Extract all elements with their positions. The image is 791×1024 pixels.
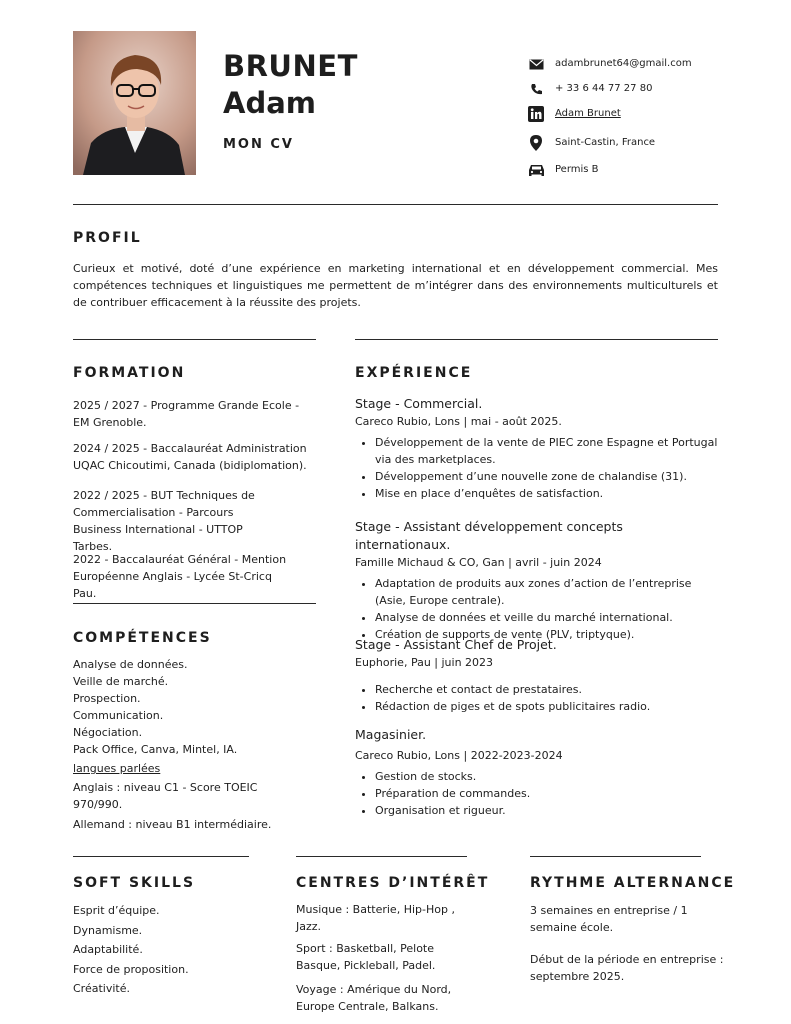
formation-item: 2022 / 2025 - BUT Techniques de Commercialisation - Parcours Business International - UTTOP Tarbes. — [73, 489, 255, 553]
alternance-heading: RYTHME ALTERNANCE — [530, 875, 736, 891]
job-bullets — [355, 768, 720, 819]
skill-item: Analyse de données. — [73, 658, 188, 671]
job-entry — [355, 518, 718, 643]
soft-skill-item: Créativité. — [73, 982, 130, 995]
job-company: Careco Rubio, Lons | mai - août 2025. — [355, 415, 562, 428]
soft-skill-item: Dynamisme. — [73, 923, 143, 937]
interest-item: Sport : Basketball, Pelote Basque, Pickleball, Padel. — [296, 942, 436, 972]
contact-linkedin-row — [527, 105, 621, 123]
contact-location-row — [527, 134, 655, 152]
job-company: Euphorie, Pau | juin 2023 — [355, 656, 494, 669]
phone-icon — [527, 80, 545, 98]
interest-item: Musique : Batterie, Hip-Hop , Jazz. — [296, 903, 455, 933]
formation-item: 2024 / 2025 - Baccalauréat Administration UQAC Chicoutimi, Canada (bidiplomation). — [73, 442, 307, 472]
envelope-icon — [527, 55, 545, 73]
skills-heading: COMPÉTENCES — [73, 630, 212, 646]
job-bullet: • Mise en place d’enquêtes de satisfaction. — [375, 485, 720, 502]
profile-heading: PROFIL — [73, 230, 142, 246]
job-bullets — [355, 434, 720, 502]
interest-item: Voyage : Amérique du Nord, Europe Centrale, Balkans. — [296, 983, 452, 1013]
skill-item: Communication. — [73, 709, 164, 722]
contact-license: Permis B — [555, 164, 599, 175]
job-bullets — [355, 575, 720, 643]
left-divider-1 — [73, 339, 316, 340]
job-bullet: • Organisation et rigueur. — [375, 802, 720, 819]
skills-list — [73, 656, 313, 758]
alternance-start: Début de la période en entreprise : septembre 2025. — [530, 953, 724, 983]
experience-heading: EXPÉRIENCE — [355, 365, 473, 381]
language-item: Allemand : niveau B1 intermédiaire. — [73, 818, 272, 831]
job-title: Stage - Commercial. — [355, 396, 483, 411]
job-bullet: • Développement d’une nouvelle zone de chalandise (31). — [375, 468, 720, 485]
job-bullet: • Préparation de commandes. — [375, 785, 720, 802]
contact-email-row — [527, 55, 692, 73]
soft-skill-item: Esprit d’équipe. — [73, 904, 160, 917]
job-bullet: • Création de supports de vente (PLV, triptyque). — [375, 626, 720, 643]
profile-text: Curieux et motivé, doté d’une expérience en marketing international et en développement commercial. Mes compétences techniques et linguistiques me permettent de m’intégrer dans des environnements multiculturels et de contribuer efficacement à la réussite des projets. — [73, 262, 718, 309]
job-bullet: • Développement de la vente de PIEC zone Espagne et Portugal via des marketplaces. — [375, 434, 720, 468]
cv-subtitle: MON CV — [223, 137, 294, 152]
profile-photo — [73, 31, 196, 175]
formation-item: 2022 - Baccalauréat Général - Mention Européenne Anglais - Lycée St-Cricq Pau. — [73, 553, 287, 600]
languages-heading: langues parlées — [73, 762, 161, 775]
job-entry — [355, 636, 718, 715]
skill-item: Prospection. — [73, 692, 141, 705]
job-entry — [355, 726, 718, 819]
job-bullet: • Gestion de stocks. — [375, 768, 720, 785]
skill-item: Veille de marché. — [73, 675, 169, 688]
soft-skills-heading: SOFT SKILLS — [73, 875, 196, 891]
skill-item: Négociation. — [73, 726, 143, 739]
interests-heading: CENTRES D’INTÉRÊT — [296, 875, 490, 891]
job-company: Famille Michaud & CO, Gan | avril - juin 2024 — [355, 556, 602, 569]
first-name: Adam — [223, 86, 316, 120]
job-bullets — [355, 681, 720, 715]
map-pin-icon — [527, 134, 545, 152]
contact-linkedin-link[interactable]: Adam Brunet — [555, 108, 621, 119]
job-entry — [355, 395, 718, 502]
job-bullet: • Adaptation de produits aux zones d’action de l’entreprise (Asie, Europe centrale). — [375, 575, 720, 609]
alternance-rhythm: 3 semaines en entreprise / 1 semaine école. — [530, 904, 688, 934]
soft-skills-list — [73, 901, 273, 999]
job-company: Careco Rubio, Lons | 2022-2023-2024 — [355, 749, 563, 762]
car-icon — [527, 161, 545, 179]
left-divider-2 — [73, 603, 316, 604]
job-title: Magasinier. — [355, 727, 427, 742]
job-title: Stage - Assistant développement concepts internationaux. — [355, 519, 623, 552]
bottom-divider-3 — [530, 856, 701, 857]
bottom-divider-1 — [73, 856, 249, 857]
last-name: BRUNET — [223, 49, 358, 83]
right-divider-1 — [355, 339, 718, 340]
contact-location: Saint-Castin, France — [555, 137, 656, 148]
formation-heading: FORMATION — [73, 365, 186, 381]
language-item: Anglais : niveau C1 - Score TOEIC 970/990. — [73, 781, 258, 811]
contact-email[interactable]: adambrunet64@gmail.com — [555, 58, 692, 69]
job-bullet: • Analyse de données et veille du marché international. — [375, 609, 720, 626]
skill-item: Pack Office, Canva, Mintel, IA. — [73, 743, 238, 756]
job-bullet: • Rédaction de piges et de spots publicitaires radio. — [375, 698, 720, 715]
contact-license-row — [527, 161, 599, 179]
job-title: Stage - Assistant Chef de Projet. — [355, 637, 557, 652]
formation-item: 2025 / 2027 - Programme Grande Ecole - EM Grenoble. — [73, 399, 300, 429]
bottom-divider-2 — [296, 856, 467, 857]
linkedin-icon — [527, 105, 545, 123]
soft-skill-item: Force de proposition. — [73, 962, 189, 976]
job-bullet: • Recherche et contact de prestataires. — [375, 681, 720, 698]
contact-phone[interactable]: + 33 6 44 77 27 80 — [555, 83, 653, 94]
header-divider — [73, 204, 718, 205]
contact-phone-row — [527, 80, 652, 98]
soft-skill-item: Adaptabilité. — [73, 943, 143, 956]
